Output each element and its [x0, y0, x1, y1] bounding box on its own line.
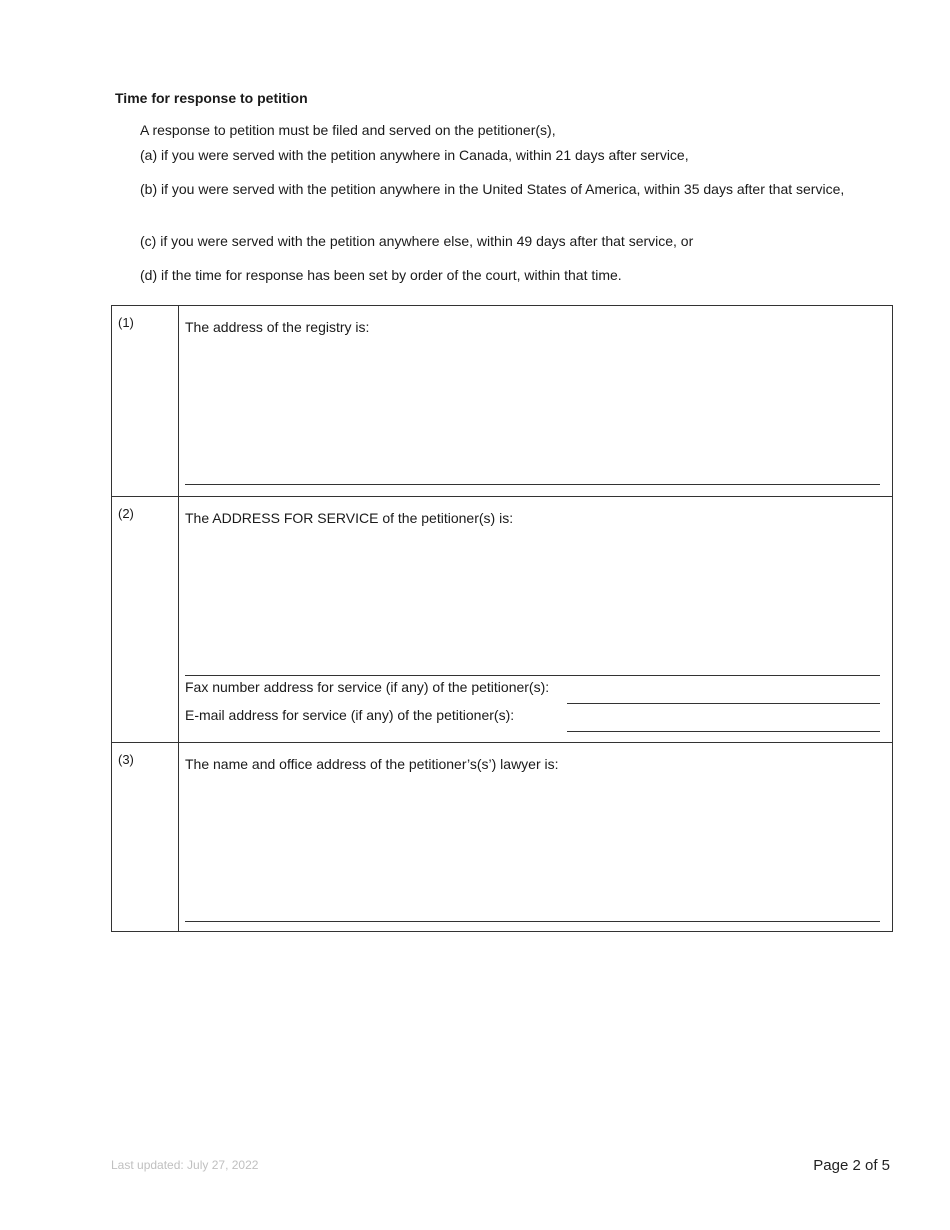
lawyer-address-label: The name and office address of the petitioner’s(s’) lawyer is:: [185, 756, 559, 772]
email-input-line[interactable]: [567, 731, 880, 732]
service-address-field[interactable]: [185, 675, 880, 676]
row-number: (3): [112, 743, 179, 931]
service-address-section: [179, 497, 892, 742]
registry-address-label: The address of the registry is:: [185, 319, 370, 335]
registry-address-underline: [185, 484, 880, 485]
service-address-row: [112, 496, 892, 742]
email-label: E-mail address for service (if any) of the petitioner(s):: [185, 707, 515, 723]
petition-form-table: [111, 305, 893, 932]
response-item-d: (d) if the time for response has been set by order of the court, within that time.: [140, 267, 622, 283]
intro-paragraph: A response to petition must be filed and served on the petitioner(s),: [140, 122, 556, 138]
row-number: (1): [112, 306, 179, 496]
lawyer-row: [112, 742, 892, 931]
lawyer-address-field[interactable]: [179, 743, 892, 931]
last-updated-text: Last updated: July 27, 2022: [111, 1158, 259, 1172]
fax-label: Fax number address for service (if any) of the petitioner(s):: [185, 679, 550, 695]
lawyer-address-underline: [185, 921, 880, 922]
page-number: Page 2 of 5: [813, 1157, 890, 1174]
registry-row: [112, 306, 892, 496]
service-address-label: The ADDRESS FOR SERVICE of the petitioner(s) is:: [185, 510, 514, 526]
section-heading: Time for response to petition: [115, 90, 308, 106]
registry-address-field[interactable]: [179, 306, 892, 496]
fax-input-line[interactable]: [567, 703, 880, 704]
response-item-c: (c) if you were served with the petition anywhere else, within 49 days after that service, or: [140, 233, 694, 249]
response-item-a: (a) if you were served with the petition anywhere in Canada, within 21 days after service,: [140, 147, 689, 163]
row-number: (2): [112, 497, 179, 742]
response-item-b: (b) if you were served with the petition anywhere in the United States of America, within 35 days after that service,: [140, 181, 845, 197]
